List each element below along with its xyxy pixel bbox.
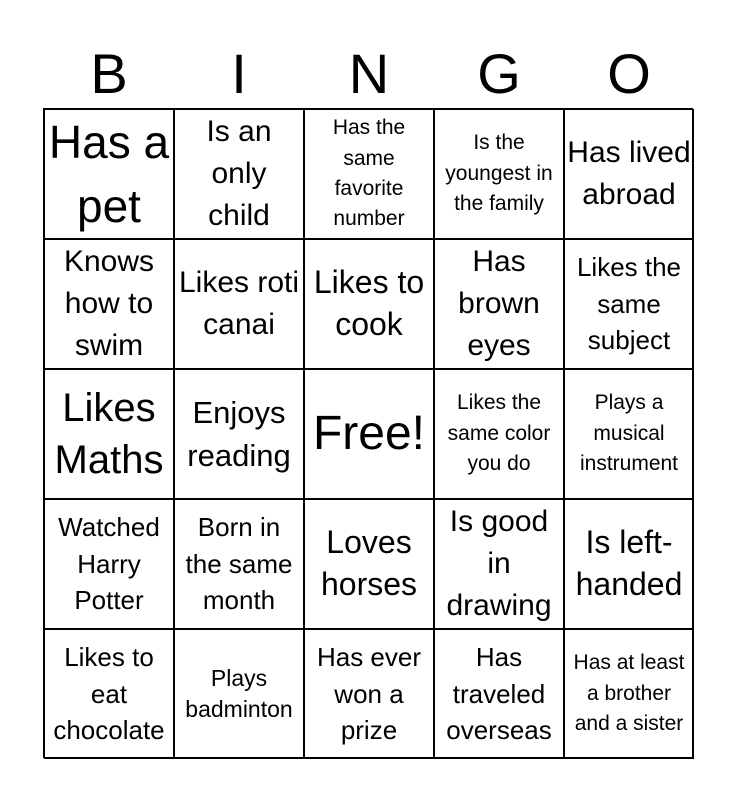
bingo-cell-r4-c2[interactable]	[304, 629, 434, 759]
cell-text: Has a pet	[48, 115, 170, 232]
cell-text: Plays a musical instrument	[579, 391, 679, 476]
cell-text: Likes to eat chocolate	[53, 642, 165, 746]
cell-text: Likes Maths	[54, 386, 164, 482]
bingo-cell-r3-c2[interactable]	[304, 499, 434, 629]
cell-text: Likes roti canai	[178, 266, 300, 341]
header-letter-g: G	[477, 42, 521, 105]
cell-text: Likes the same color you do	[447, 391, 551, 476]
bingo-cell-r1-c3[interactable]	[434, 239, 564, 369]
header-letter-i: I	[231, 42, 247, 105]
bingo-cell-r1-c2[interactable]	[304, 239, 434, 369]
cell-text: Is an only child	[206, 115, 272, 232]
cell-text: Has at least a brother and a sister	[573, 651, 685, 736]
bingo-cell-r4-c4[interactable]	[564, 629, 694, 759]
bingo-cell-r2-c4[interactable]	[564, 369, 694, 499]
cell-text: Has brown eyes	[458, 245, 540, 362]
bingo-header	[44, 40, 694, 108]
bingo-cell-r3-c1[interactable]	[174, 499, 304, 629]
bingo-cell-r2-c3[interactable]	[434, 369, 564, 499]
bingo-cell-r4-c1[interactable]	[174, 629, 304, 759]
header-letter-n: N	[348, 42, 390, 105]
cell-text: Born in the same month	[185, 512, 293, 616]
cell-text: Is left-handed	[575, 524, 683, 602]
cell-text: Has the same favorite number	[332, 116, 406, 231]
bingo-cell-r0-c1[interactable]	[174, 109, 304, 239]
bingo-cell-r3-c0[interactable]	[44, 499, 174, 629]
bingo-cell-r3-c3[interactable]	[434, 499, 564, 629]
bingo-board	[43, 108, 693, 758]
cell-text: Knows how to swim	[63, 245, 155, 362]
bingo-cell-r2-c1[interactable]	[174, 369, 304, 499]
bingo-cell-r1-c0[interactable]	[44, 239, 174, 369]
bingo-cell-r2-c0[interactable]	[44, 369, 174, 499]
header-letter-o: O	[607, 42, 651, 105]
cell-text: Loves horses	[320, 524, 418, 602]
cell-text: Has ever won a prize	[316, 642, 422, 746]
cell-text: Watched Harry Potter	[58, 512, 160, 616]
bingo-cell-r1-c4[interactable]	[564, 239, 694, 369]
cell-text: Has lived abroad	[567, 136, 691, 211]
bingo-cell-r3-c4[interactable]	[564, 499, 694, 629]
cell-text: Free!	[312, 407, 426, 461]
bingo-cell-r0-c2[interactable]	[304, 109, 434, 239]
cell-text: Has traveled overseas	[446, 642, 552, 746]
bingo-cell-r4-c0[interactable]	[44, 629, 174, 759]
bingo-cell-r4-c3[interactable]	[434, 629, 564, 759]
free-space-cell[interactable]	[304, 369, 434, 499]
bingo-cell-r0-c4[interactable]	[564, 109, 694, 239]
cell-text: Is good in drawing	[446, 505, 552, 622]
cell-text: Likes to cook	[313, 264, 425, 342]
cell-text: Enjoys reading	[187, 394, 291, 473]
cell-text: Likes the same subject	[576, 252, 682, 356]
header-letter-b: B	[90, 42, 128, 105]
bingo-cell-r0-c0[interactable]	[44, 109, 174, 239]
bingo-cell-r1-c1[interactable]	[174, 239, 304, 369]
cell-text: Is the youngest in the family	[445, 131, 553, 216]
cell-text: Plays badminton	[185, 664, 293, 722]
bingo-cell-r0-c3[interactable]	[434, 109, 564, 239]
